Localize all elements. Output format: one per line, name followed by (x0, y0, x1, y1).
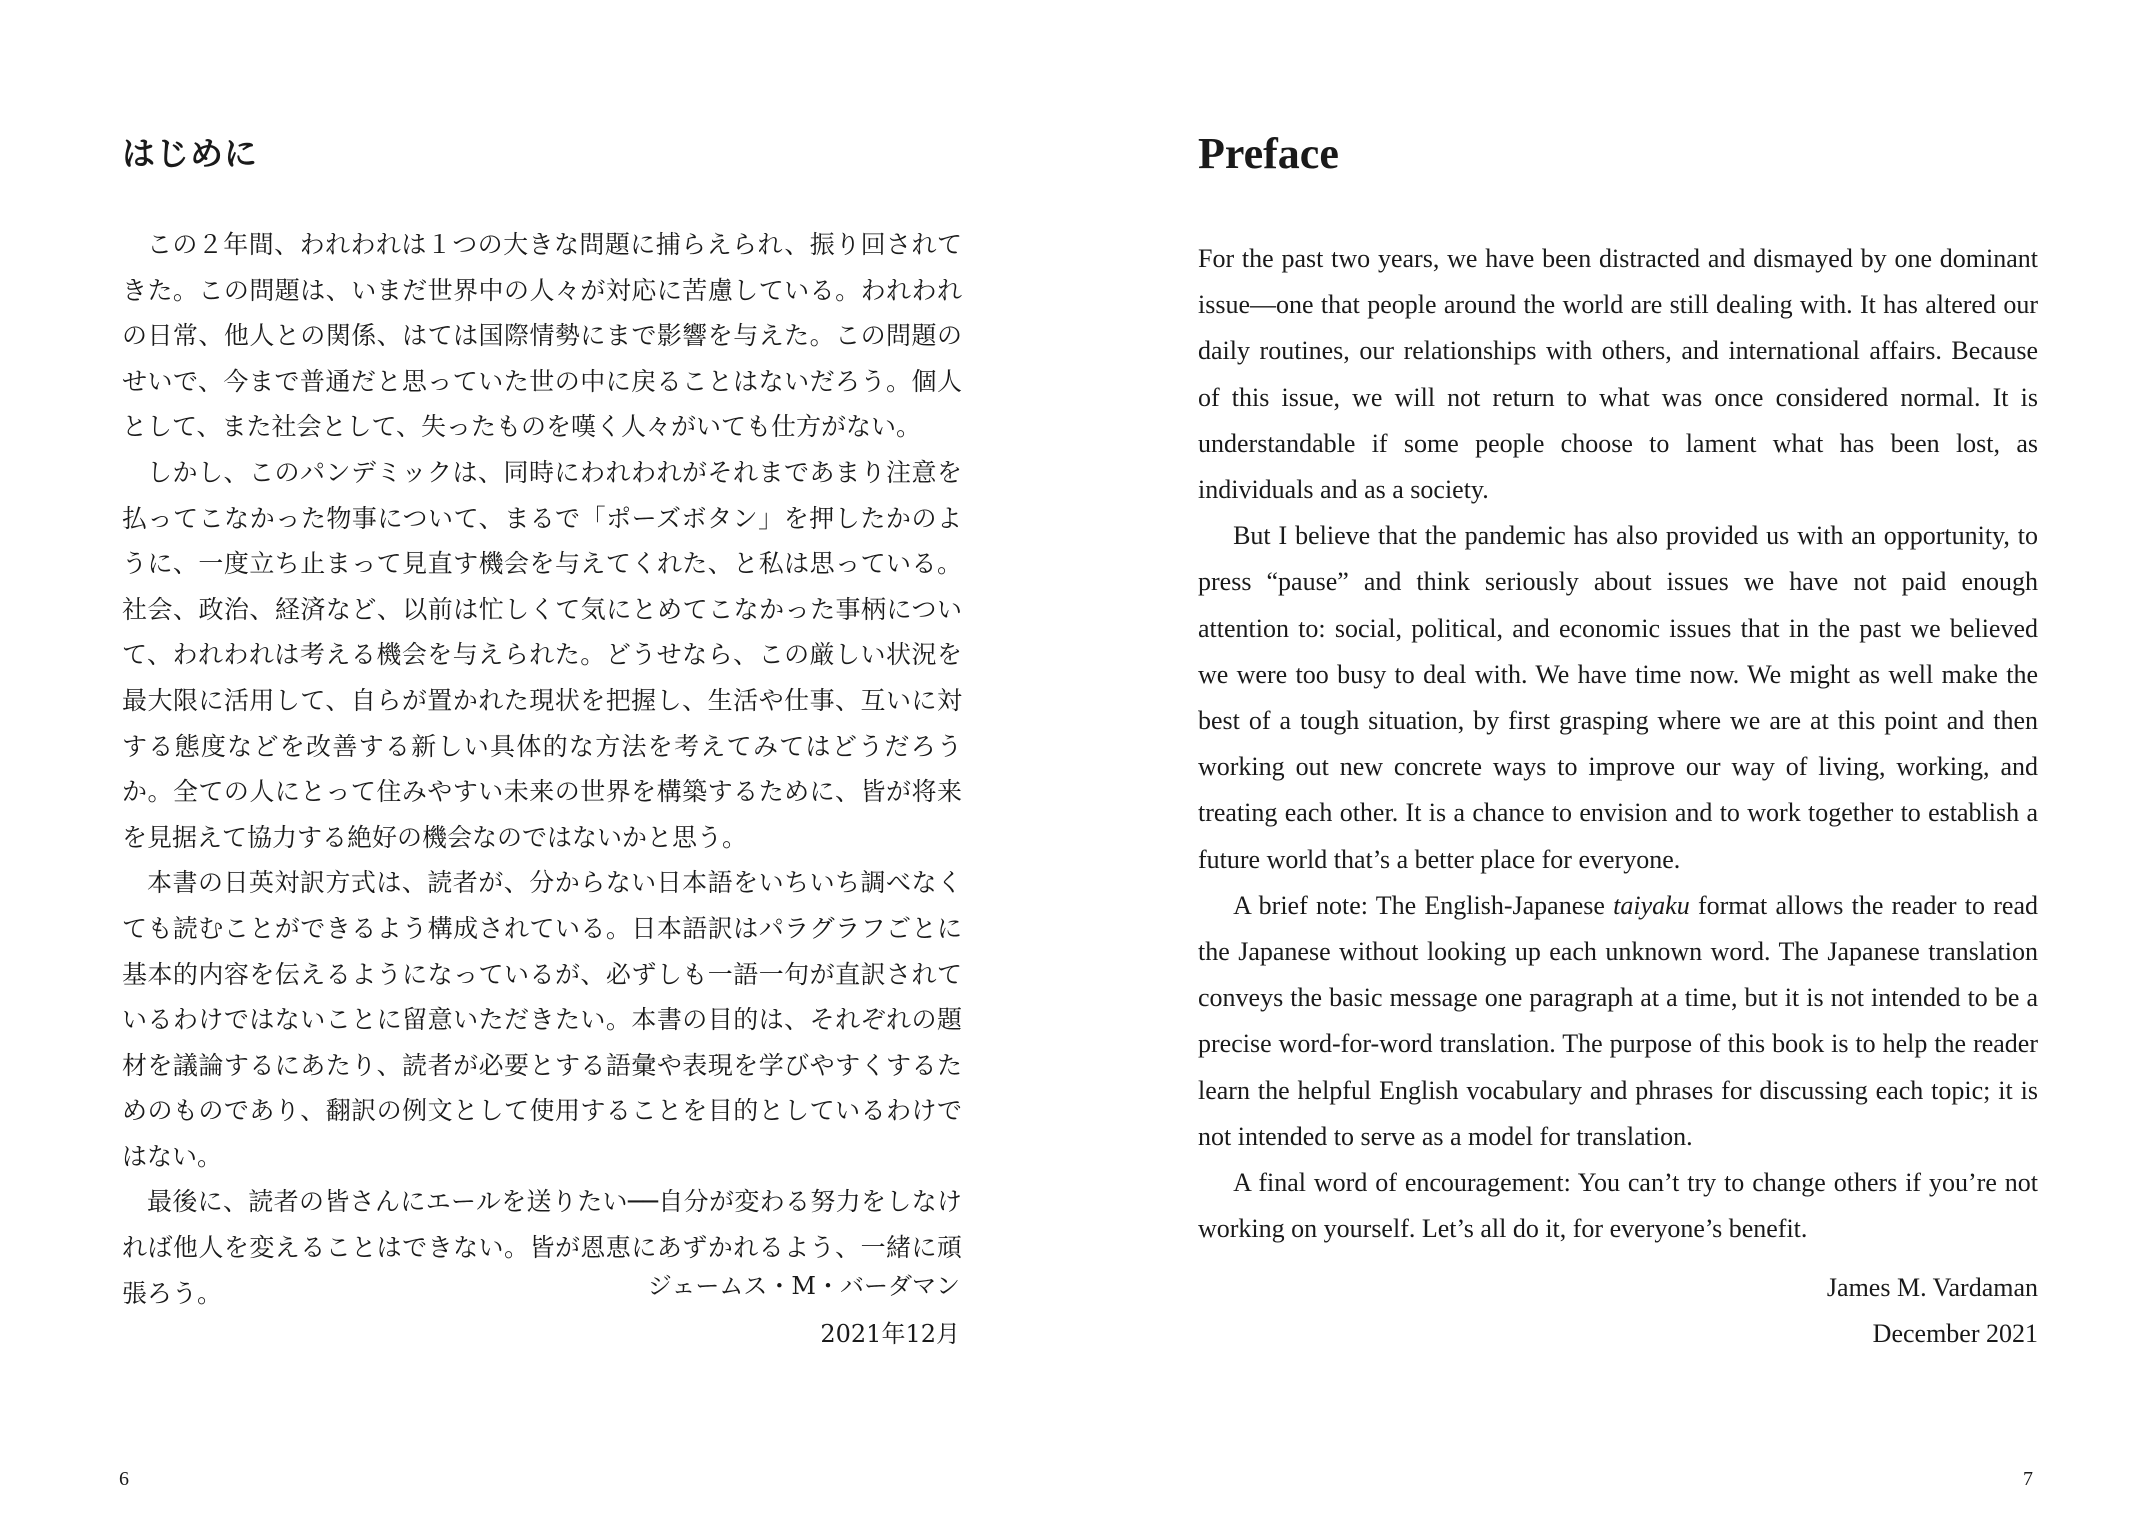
page-number: 6 (119, 1468, 129, 1490)
text-run: format allows the reader to read the Japanese without looking up each unknown word. The Japanese translation conveys the basic message one paragraph at a time, but it is not intended to be a precise word-for-word translation. The purpose of this book is to help the reader learn the helpful English vocabulary and phrases for discussing each topic; it is not intended to serve as a model for translation. (1198, 890, 2038, 1151)
paragraph: しかし、このパンデミックは、同時にわれわれがそれまであまり注意を払ってこなかった物事について、まるで「ポーズボタン」を押したかのように、一度立ち止まって見直す機会を与えてくれた、と私は思っている。社会、政治、経済など、以前は忙しくて気にとめてこなかった事柄について、われわれは考える機会を与えられた。どうせなら、この厳しい状況を最大限に活用して、自らが置かれた現状を把握し、生活や仕事、互いに対する態度などを改善する新しい具体的な方法を考えてみてはどうだろうか。全ての人にとって住みやすい未来の世界を構築するために、皆が将来を見据えて協力する絶好の機会なのではないかと思う。 (122, 457, 962, 852)
italic-term: taiyaku (1613, 890, 1690, 920)
paragraph: 本書の日英対訳方式は、読者が、分からない日本語をいちいち調べなくても読むことができるよう構成されている。日本語訳はパラグラフごとに基本的内容を伝えるようになっているが、必ずしも一語一句が直訳されているわけではないことに留意いただきたい。本書の目的は、それぞれの題材を議論するにあたり、読者が必要とする語彙や表現を学びやすくするためのものであり、翻訳の例文として使用することを目的としているわけではない。 (122, 868, 962, 1171)
paragraph: A final word of encouragement: You can’t try to change others if you’re not working on yourself. Let’s all do it, for everyone’s benefit. (1198, 1168, 2038, 1244)
author-name: ジェームス・M・バーダマン (647, 1272, 960, 1300)
english-body (1198, 236, 2038, 1252)
paragraph-note (1198, 883, 2038, 1160)
page-number: 7 (2023, 1468, 2033, 1490)
paragraph: For the past two years, we have been distracted and dismayed by one dominant issue—one that people around the world are still dealing with. It has altered our daily routines, our relationships with others, and international affairs. Because of this issue, we will not return to what was once considered normal. It is understandable if some people choose to lament what has been lost, as individuals and as a society. (1198, 244, 2038, 505)
date: 2021年12月 (820, 1320, 960, 1348)
date: December 2021 (1872, 1319, 2038, 1348)
author-name: James M. Vardaman (1826, 1273, 2038, 1302)
signature-block (1827, 1265, 2038, 1357)
page-title-japanese: はじめに (122, 134, 258, 173)
signature-block (648, 1262, 960, 1358)
paragraph: But I believe that the pandemic has also provided us with an opportunity, to press “pause” and think seriously about issues we have not paid enough attention to: social, political, and economic issues that in the past we believed we were too busy to deal with. We have time now. We might as well make the best of a tough situation, by first grasping where we are at this point and then working out new concrete ways to improve our way of living, working, and treating each other. It is a chance to envision and to work together to establish a future world that’s a better place for everyone. (1198, 521, 2038, 874)
paragraph: この２年間、われわれは１つの大きな問題に捕らえられ、振り回されてきた。この問題は、いまだ世界中の人々が対応に苦慮している。われわれの日常、他人との関係、はては国際情勢にまで影響を与えた。この問題のせいで、今まで普通だと思っていた世の中に戻ることはないだろう。個人として、また社会として、失ったものを嘆く人々がいても仕方がない。 (122, 230, 962, 442)
paragraph: 最後に、読者の皆さんにエールを送りたい──自分が変わる努力をしなければ他人を変えることはできない。皆が恩恵にあずかれるよう、一緒に頑張ろう。 (122, 1187, 962, 1308)
right-page (1075, 0, 2150, 1518)
japanese-body (122, 222, 962, 1316)
page-title-english: Preface (1198, 129, 1339, 178)
text-run: A brief note: The English-Japanese (1233, 890, 1614, 920)
